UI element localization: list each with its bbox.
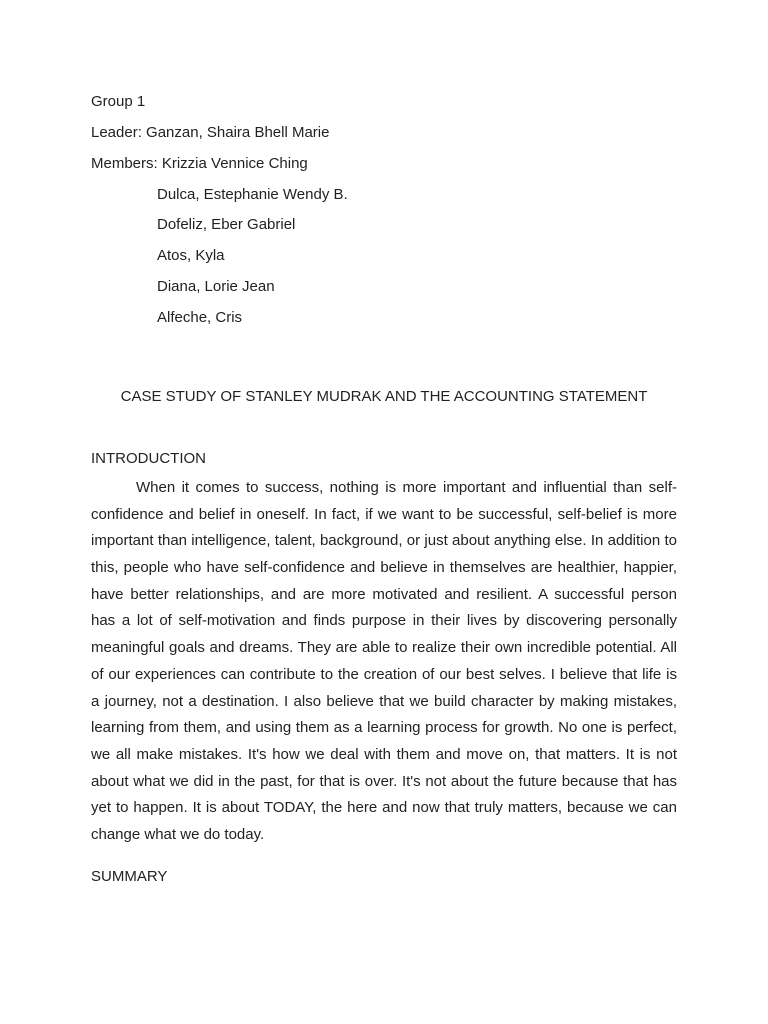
paragraph-line: meaningful goals and dreams. They are able to realize their own incredible potential. All — [91, 639, 677, 657]
summary-heading: SUMMARY — [91, 868, 168, 885]
document-title: CASE STUDY OF STANLEY MUDRAK AND THE ACCOUNTING STATEMENT — [120, 388, 648, 405]
member-name: Dofeliz, Eber Gabriel — [157, 216, 296, 233]
paragraph-line: yet to happen. It is about TODAY, the here and now that truly matters, because we can — [91, 799, 677, 817]
paragraph-line: important than intelligence, talent, background, or just about anything else. In addition to — [91, 532, 677, 550]
paragraph-line: we all make mistakes. It's how we deal with them and move on, that matters. It is not — [91, 745, 677, 763]
paragraph-line: has a lot of self-motivation and finds purpose in their lives by discovering personally — [91, 612, 677, 630]
paragraph-line: confidence and belief in oneself. In fact, if we want to be successful, self-belief is more — [91, 505, 677, 523]
paragraph-line: about what we did in the past, for that is over. It's not about the future because that has — [91, 772, 677, 790]
introduction-heading: INTRODUCTION — [91, 450, 206, 467]
paragraph-line: a journey, not a destination. I also believe that we build character by making mistakes, — [91, 692, 677, 710]
paragraph-line: When it comes to success, nothing is more important and influential than self- — [136, 479, 677, 496]
members-line: Members: Krizzia Vennice Ching — [91, 155, 308, 172]
paragraph-line: of our experiences can contribute to the creation of our best selves. I believe that life is — [91, 665, 677, 683]
leader-line: Leader: Ganzan, Shaira Bhell Marie — [91, 124, 330, 141]
member-name: Dulca, Estephanie Wendy B. — [157, 186, 348, 203]
paragraph-line: change what we do today. — [91, 825, 265, 843]
paragraph-line: learning from them, and using them as a learning process for growth. No one is perfect, — [91, 719, 677, 737]
introduction-paragraph — [91, 479, 677, 853]
member-name: Alfeche, Cris — [157, 309, 243, 326]
paragraph-line: this, people who have self-confidence and believe in themselves are healthier, happier, — [91, 559, 677, 577]
member-name: Diana, Lorie Jean — [157, 278, 275, 295]
member-name: Atos, Kyla — [157, 247, 225, 264]
group-label: Group 1 — [91, 93, 146, 110]
paragraph-line: have better relationships, and are more motivated and resilient. A successful person — [91, 585, 677, 603]
